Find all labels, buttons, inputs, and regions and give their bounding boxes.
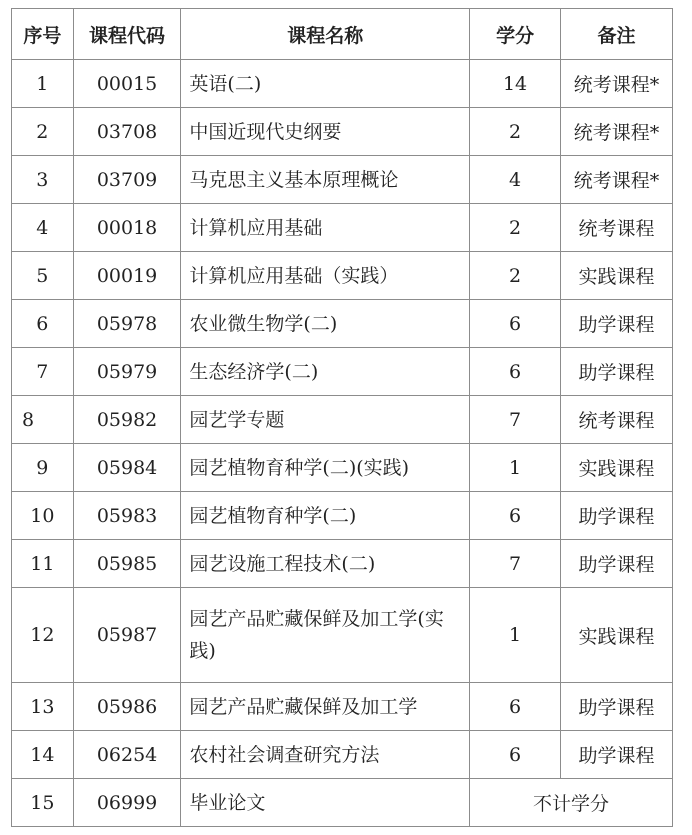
cell-code: 03708 bbox=[73, 108, 181, 156]
cell-note: 助学课程 bbox=[561, 348, 673, 396]
cell-name: 园艺设施工程技术(二) bbox=[181, 540, 470, 588]
cell-note: 助学课程 bbox=[561, 540, 673, 588]
table-row bbox=[12, 300, 673, 348]
table-row bbox=[12, 492, 673, 540]
cell-note: 助学课程 bbox=[561, 683, 673, 731]
cell-code: 05979 bbox=[73, 348, 181, 396]
cell-credit: 6 bbox=[470, 348, 561, 396]
table-row bbox=[12, 396, 673, 444]
cell-credit: 6 bbox=[470, 683, 561, 731]
table-row bbox=[12, 252, 673, 300]
table-row bbox=[12, 444, 673, 492]
cell-no: 15 bbox=[12, 779, 74, 827]
cell-no: 14 bbox=[12, 731, 74, 779]
cell-no: 7 bbox=[12, 348, 74, 396]
table-row bbox=[12, 779, 673, 827]
cell-name: 生态经济学(二) bbox=[181, 348, 470, 396]
cell-code: 05982 bbox=[73, 396, 181, 444]
cell-name: 园艺学专题 bbox=[181, 396, 470, 444]
cell-code: 05985 bbox=[73, 540, 181, 588]
cell-credit: 1 bbox=[470, 444, 561, 492]
cell-note: 助学课程 bbox=[561, 731, 673, 779]
table-header-row bbox=[12, 9, 673, 60]
cell-note: 实践课程 bbox=[561, 444, 673, 492]
cell-credit: 2 bbox=[470, 108, 561, 156]
cell-no: 9 bbox=[12, 444, 74, 492]
header-name: 课程名称 bbox=[181, 9, 470, 60]
cell-name: 马克思主义基本原理概论 bbox=[181, 156, 470, 204]
cell-code: 05986 bbox=[73, 683, 181, 731]
table-row bbox=[12, 348, 673, 396]
cell-credit: 2 bbox=[470, 204, 561, 252]
cell-name: 计算机应用基础 bbox=[181, 204, 470, 252]
cell-code: 05978 bbox=[73, 300, 181, 348]
cell-note: 实践课程 bbox=[561, 252, 673, 300]
cell-name: 毕业论文 bbox=[181, 779, 470, 827]
course-table bbox=[11, 8, 673, 827]
cell-code: 06254 bbox=[73, 731, 181, 779]
cell-note: 统考课程* bbox=[561, 156, 673, 204]
cell-credit: 7 bbox=[470, 396, 561, 444]
cell-code: 03709 bbox=[73, 156, 181, 204]
cell-code: 05984 bbox=[73, 444, 181, 492]
cell-no: 3 bbox=[12, 156, 74, 204]
cell-code: 06999 bbox=[73, 779, 181, 827]
cell-credit: 6 bbox=[470, 300, 561, 348]
table-row bbox=[12, 60, 673, 108]
cell-no: 6 bbox=[12, 300, 74, 348]
table-row bbox=[12, 108, 673, 156]
cell-note: 统考课程* bbox=[561, 60, 673, 108]
cell-name: 园艺植物育种学(二) bbox=[181, 492, 470, 540]
cell-note: 实践课程 bbox=[561, 588, 673, 683]
cell-note: 助学课程 bbox=[561, 492, 673, 540]
cell-no: 2 bbox=[12, 108, 74, 156]
cell-credit: 4 bbox=[470, 156, 561, 204]
header-note: 备注 bbox=[561, 9, 673, 60]
cell-name: 中国近现代史纲要 bbox=[181, 108, 470, 156]
cell-no: 12 bbox=[12, 588, 74, 683]
cell-credit: 7 bbox=[470, 540, 561, 588]
table-row bbox=[12, 156, 673, 204]
header-no: 序号 bbox=[12, 9, 74, 60]
cell-no: 1 bbox=[12, 60, 74, 108]
table-row bbox=[12, 540, 673, 588]
cell-no: 11 bbox=[12, 540, 74, 588]
cell-code: 05987 bbox=[73, 588, 181, 683]
cell-credit: 1 bbox=[470, 588, 561, 683]
cell-name: 英语(二) bbox=[181, 60, 470, 108]
cell-name: 农村社会调查研究方法 bbox=[181, 731, 470, 779]
cell-note: 统考课程 bbox=[561, 396, 673, 444]
cell-credit: 6 bbox=[470, 492, 561, 540]
cell-no: 13 bbox=[12, 683, 74, 731]
cell-code: 00015 bbox=[73, 60, 181, 108]
cell-no: 4 bbox=[12, 204, 74, 252]
table-row bbox=[12, 204, 673, 252]
cell-name: 园艺产品贮藏保鲜及加工学(实践) bbox=[181, 588, 470, 683]
cell-name: 园艺产品贮藏保鲜及加工学 bbox=[181, 683, 470, 731]
cell-credit: 2 bbox=[470, 252, 561, 300]
cell-name: 计算机应用基础（实践） bbox=[181, 252, 470, 300]
cell-note: 统考课程 bbox=[561, 204, 673, 252]
cell-no: 10 bbox=[12, 492, 74, 540]
cell-note: 统考课程* bbox=[561, 108, 673, 156]
cell-merged-note: 不计学分 bbox=[470, 779, 673, 827]
cell-no: 5 bbox=[12, 252, 74, 300]
cell-code: 00018 bbox=[73, 204, 181, 252]
cell-credit: 14 bbox=[470, 60, 561, 108]
course-table-container bbox=[11, 8, 673, 827]
table-row bbox=[12, 588, 673, 683]
header-credit: 学分 bbox=[470, 9, 561, 60]
cell-code: 00019 bbox=[73, 252, 181, 300]
cell-name: 农业微生物学(二) bbox=[181, 300, 470, 348]
table-row bbox=[12, 731, 673, 779]
table-row bbox=[12, 683, 673, 731]
header-code: 课程代码 bbox=[73, 9, 181, 60]
cell-code: 05983 bbox=[73, 492, 181, 540]
cell-note: 助学课程 bbox=[561, 300, 673, 348]
cell-no: 8 bbox=[12, 396, 74, 444]
cell-name: 园艺植物育种学(二)(实践) bbox=[181, 444, 470, 492]
cell-credit: 6 bbox=[470, 731, 561, 779]
